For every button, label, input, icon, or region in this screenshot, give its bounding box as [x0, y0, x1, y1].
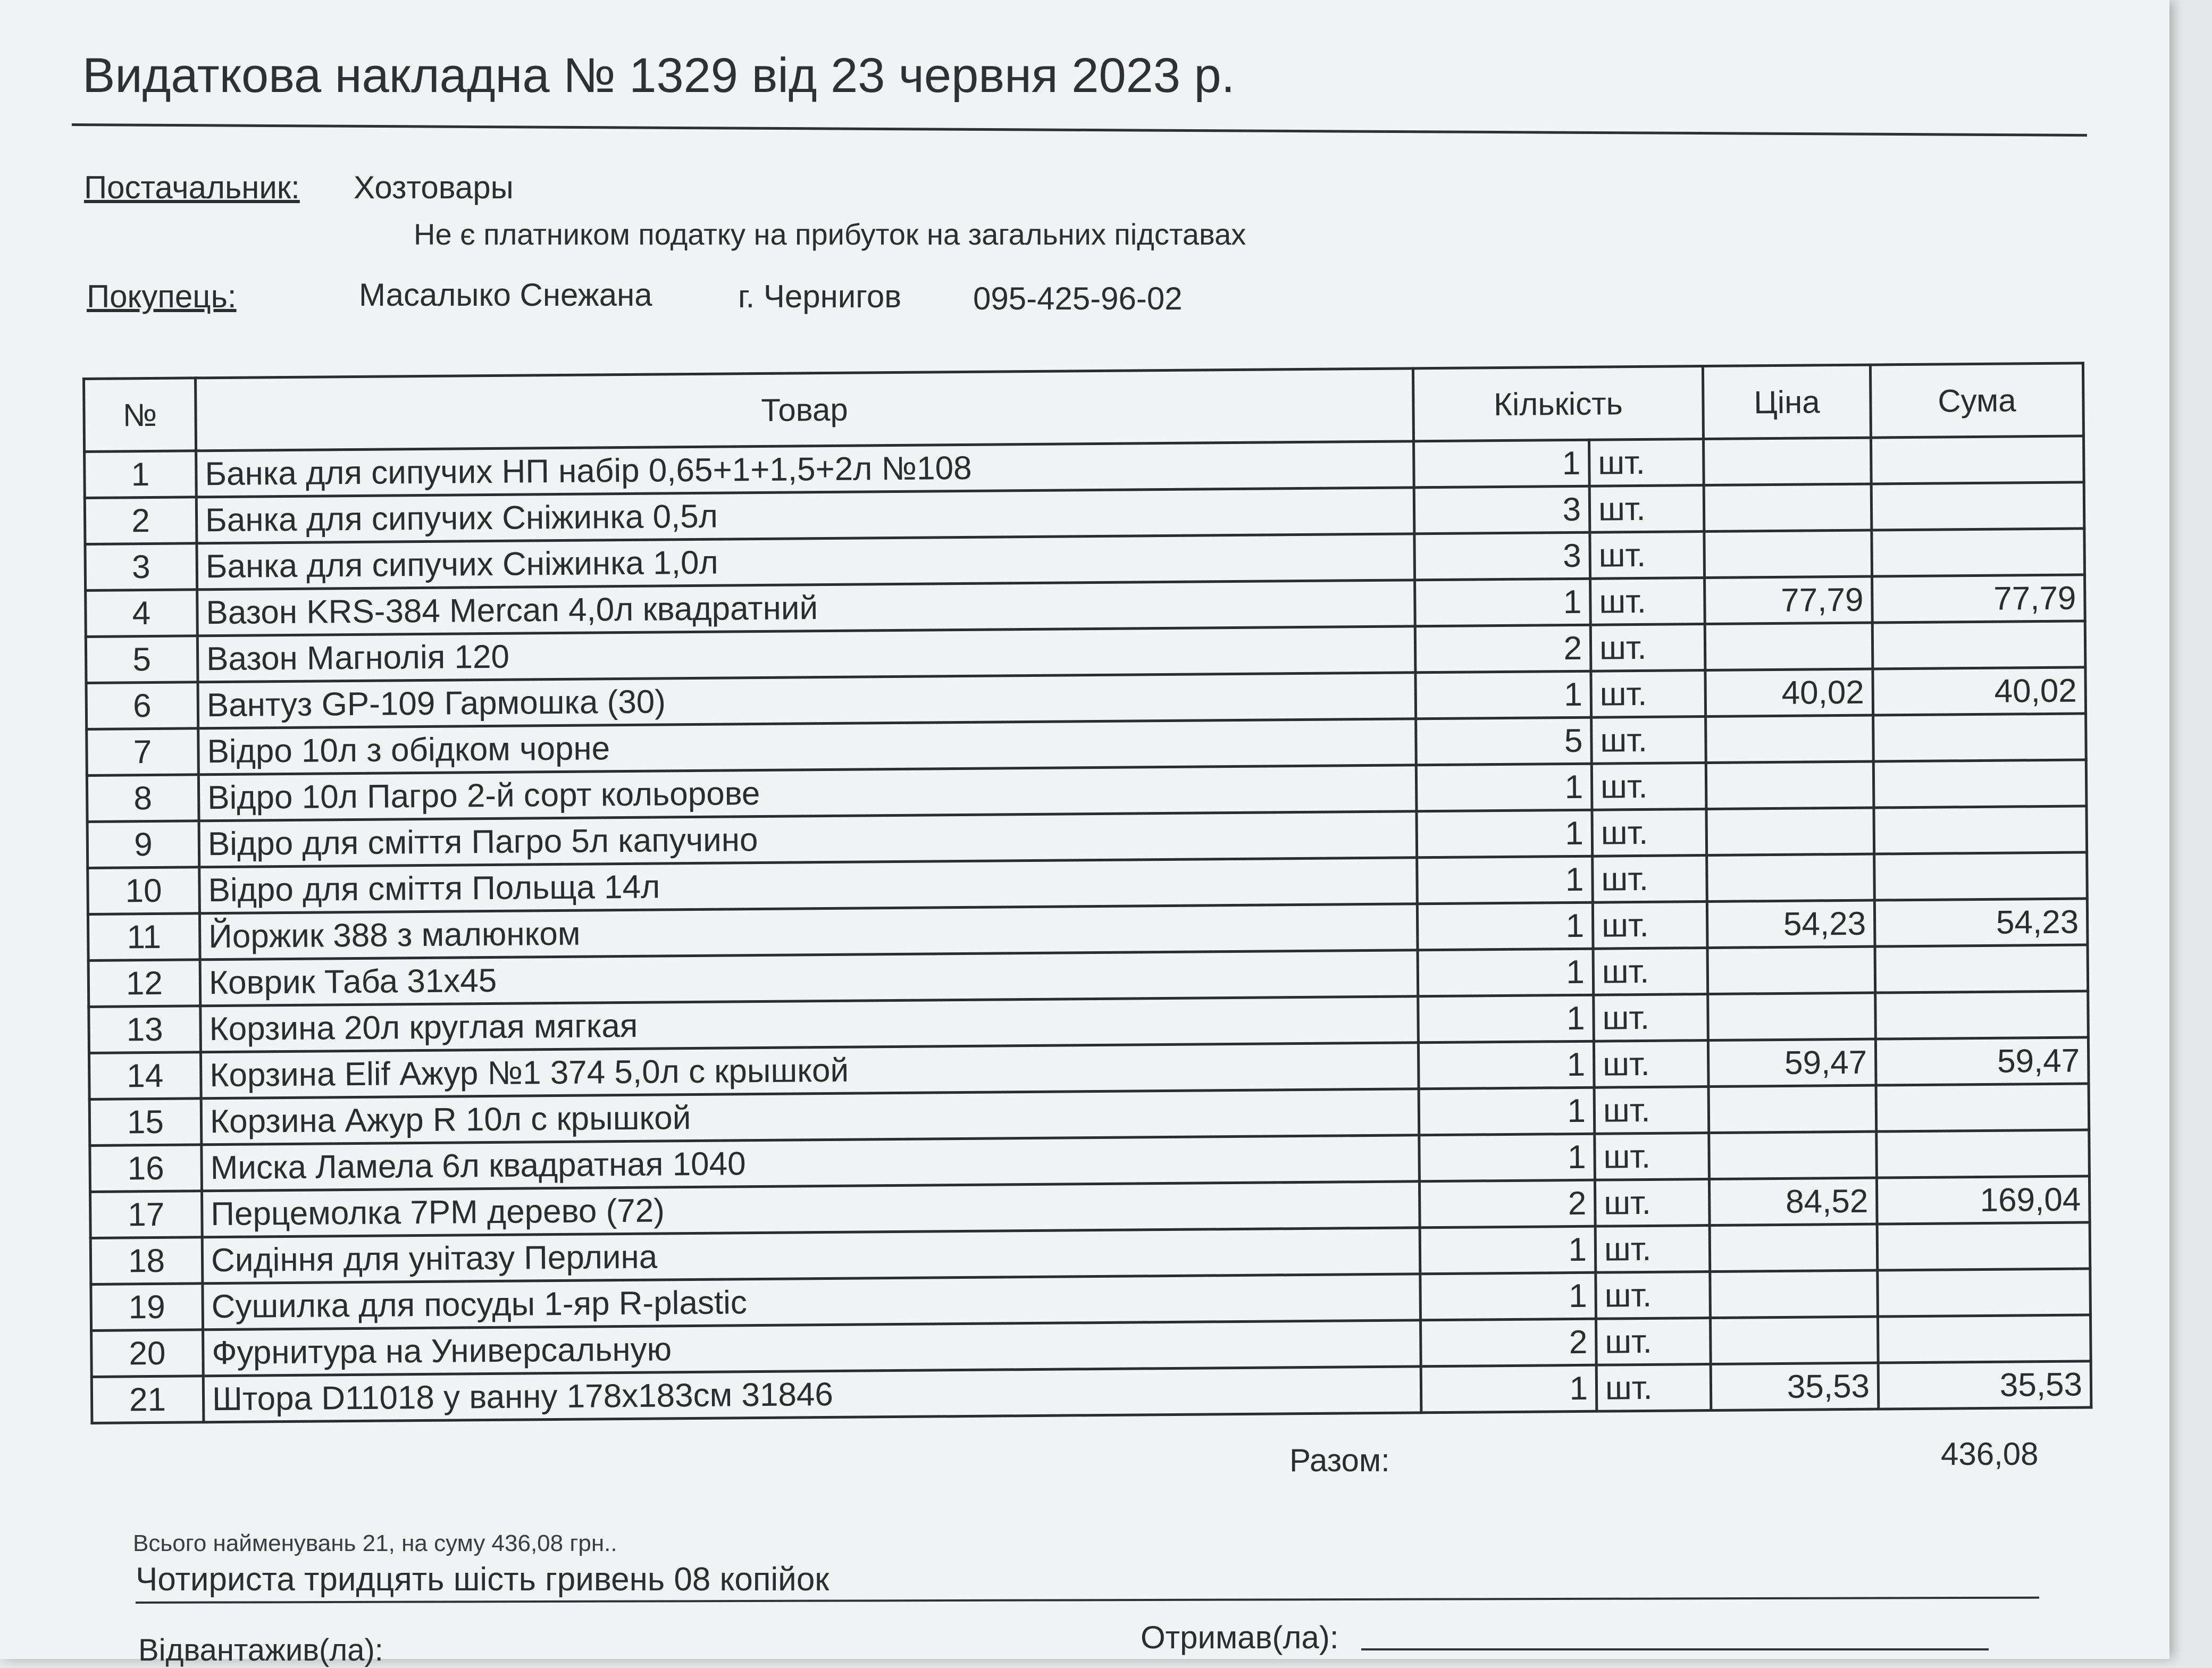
product-name: Корзина Ажур R 10л с крышкой — [201, 1089, 1419, 1145]
row-number: 12 — [88, 960, 200, 1007]
line-sum — [1878, 1315, 2091, 1363]
price — [1707, 946, 1875, 994]
quantity: 5 — [1416, 717, 1592, 765]
row-number: 3 — [85, 543, 197, 591]
line-sum — [1877, 1222, 2090, 1270]
unit: шт. — [1595, 1179, 1710, 1227]
quantity: 1 — [1421, 1365, 1597, 1413]
product-name: Вазон KRS-384 Mercan 4,0л квадратний — [197, 580, 1415, 636]
product-name: Вазон Магнолія 120 — [197, 626, 1415, 682]
row-number: 2 — [85, 497, 197, 544]
line-sum: 59,47 — [1875, 1037, 2089, 1085]
price — [1704, 530, 1872, 577]
line-sum — [1875, 945, 2088, 993]
row-number: 7 — [87, 728, 199, 776]
row-number: 20 — [91, 1330, 204, 1377]
unit: шт. — [1591, 670, 1706, 718]
price — [1709, 1131, 1877, 1179]
row-number: 10 — [88, 867, 200, 915]
price — [1705, 623, 1873, 670]
line-sum: 54,23 — [1874, 899, 2088, 946]
price — [1704, 484, 1872, 531]
unit: шт. — [1593, 948, 1708, 995]
quantity: 1 — [1415, 579, 1591, 626]
unit: шт. — [1596, 1318, 1711, 1365]
shipped-by-label: Відвантажив(ла): — [138, 1633, 383, 1667]
supplier-label: Постачальник: — [84, 170, 300, 205]
line-sum: 169,04 — [1876, 1176, 2090, 1224]
quantity: 2 — [1415, 625, 1591, 673]
buyer-label: Покупець: — [87, 279, 237, 314]
header-sum: Сума — [1870, 363, 2083, 438]
price — [1708, 993, 1876, 1040]
price — [1707, 854, 1875, 901]
product-name: Штора D11018 у ванну 178х183см 31846 — [203, 1367, 1421, 1422]
quantity: 1 — [1417, 902, 1593, 950]
product-name: Банка для сипучих Сніжинка 1,0л — [197, 534, 1415, 590]
received-by-label: Отримав(ла): — [1141, 1620, 1339, 1655]
unit: шт. — [1596, 1272, 1711, 1319]
row-number: 9 — [87, 821, 199, 868]
unit: шт. — [1595, 1226, 1710, 1273]
product-name: Сидіння для унітазу Перлина — [202, 1228, 1420, 1284]
quantity: 1 — [1415, 671, 1591, 719]
price — [1710, 1270, 1878, 1318]
price: 35,53 — [1711, 1363, 1879, 1410]
row-number: 13 — [89, 1006, 201, 1053]
line-sum — [1878, 1269, 2091, 1317]
invoice-title: Видаткова накладна № 1329 від 23 червня 2023 р. — [82, 48, 1235, 103]
price — [1704, 438, 1872, 485]
product-name: Йоржик 388 з малюнком — [199, 904, 1418, 960]
product-name: Відро 10л Пагро 2-й сорт кольорове — [198, 765, 1417, 821]
row-number: 6 — [86, 682, 198, 730]
quantity: 3 — [1414, 532, 1590, 580]
items-table — [82, 362, 2092, 1424]
row-number: 11 — [88, 913, 200, 961]
line-sum: 40,02 — [1873, 667, 2086, 715]
supplier-name: Хозтовары — [354, 170, 514, 205]
quantity: 1 — [1416, 764, 1592, 811]
received-signature-line — [1361, 1648, 1989, 1650]
unit: шт. — [1592, 809, 1707, 857]
unit: шт. — [1590, 578, 1705, 625]
quantity: 1 — [1420, 1226, 1596, 1274]
unit: шт. — [1589, 439, 1704, 487]
quantity: 1 — [1418, 995, 1594, 1043]
unit: шт. — [1590, 532, 1705, 579]
items-summary: Всього найменувань 21, на суму 436,08 грн.. — [133, 1530, 617, 1556]
product-name: Відро для сміття Пагро 5л капучино — [199, 811, 1417, 867]
amount-in-words: Чотириста тридцять шість гривень 08 копійок — [136, 1561, 830, 1598]
tax-note: Не є платником податку на прибуток на загальних підставах — [414, 217, 1246, 251]
line-sum — [1874, 806, 2087, 854]
price — [1706, 808, 1874, 855]
quantity: 1 — [1419, 1087, 1595, 1135]
total-label: Разом: — [1289, 1443, 1390, 1478]
row-number: 19 — [91, 1284, 203, 1331]
product-name: Відро 10л з обідком чорне — [198, 719, 1417, 775]
line-sum — [1875, 991, 2089, 1039]
price: 59,47 — [1708, 1039, 1876, 1086]
unit: шт. — [1591, 763, 1706, 810]
line-sum — [1872, 529, 2085, 576]
row-number: 18 — [90, 1237, 203, 1285]
row-number: 4 — [86, 590, 198, 637]
line-sum: 35,53 — [1878, 1361, 2091, 1409]
title-underline — [72, 123, 2087, 137]
product-name: Перцемолка 7PM дерево (72) — [202, 1181, 1420, 1237]
quantity: 2 — [1421, 1319, 1597, 1367]
row-number: 1 — [85, 451, 197, 498]
quantity: 1 — [1417, 856, 1593, 904]
unit: шт. — [1593, 856, 1707, 903]
buyer-name: Масалыко Снежана — [359, 277, 652, 313]
header-qty: Кількість — [1413, 366, 1703, 441]
header-price: Ціна — [1703, 365, 1871, 439]
total-value: 436,08 — [1941, 1436, 2039, 1472]
product-name: Коврик Таба 31х45 — [200, 950, 1418, 1006]
price — [1710, 1224, 1878, 1271]
quantity: 1 — [1417, 810, 1593, 858]
buyer-city: г. Чернигов — [738, 279, 902, 314]
price — [1708, 1085, 1876, 1133]
price — [1706, 761, 1874, 809]
price — [1710, 1317, 1878, 1364]
header-num: № — [84, 378, 196, 452]
buyer-phone: 095-425-96-02 — [973, 281, 1183, 316]
unit: шт. — [1589, 485, 1704, 533]
unit: шт. — [1594, 1087, 1709, 1134]
quantity: 1 — [1420, 1272, 1596, 1320]
line-sum — [1872, 621, 2085, 669]
line-sum: 77,79 — [1872, 575, 2085, 623]
unit: шт. — [1595, 1133, 1710, 1180]
product-name: Банка для сипучих НП набір 0,65+1+1,5+2л №108 — [196, 441, 1414, 497]
row-number: 8 — [87, 775, 199, 822]
product-name: Фурнитура на Универсальную — [203, 1320, 1421, 1376]
price — [1706, 715, 1874, 762]
line-sum — [1873, 760, 2087, 808]
row-number: 15 — [89, 1099, 202, 1146]
unit: шт. — [1596, 1364, 1711, 1412]
line-sum — [1871, 436, 2084, 484]
row-number: 16 — [90, 1145, 202, 1192]
price: 77,79 — [1705, 576, 1873, 624]
price: 40,02 — [1705, 669, 1873, 716]
line-sum — [1871, 482, 2084, 530]
quantity: 1 — [1414, 440, 1590, 488]
quantity: 3 — [1414, 486, 1590, 534]
product-name: Вантуз GP-109 Гармошка (30) — [198, 673, 1416, 728]
unit: шт. — [1590, 624, 1705, 672]
row-number: 17 — [90, 1191, 203, 1238]
row-number: 5 — [86, 636, 198, 683]
quantity: 1 — [1418, 949, 1594, 996]
product-name: Корзина Elif Ажур №1 374 5,0л с крышкой — [200, 1043, 1419, 1099]
quantity: 1 — [1419, 1134, 1595, 1181]
row-number: 14 — [89, 1052, 201, 1100]
row-number: 21 — [91, 1376, 204, 1423]
product-name: Банка для сипучих Сніжинка 0,5л — [196, 488, 1414, 543]
product-name: Корзина 20л круглая мягкая — [200, 996, 1419, 1052]
header-product: Товар — [196, 368, 1414, 451]
product-name: Миска Ламела 6л квадратная 1040 — [202, 1135, 1420, 1191]
unit: шт. — [1594, 1041, 1708, 1088]
quantity: 1 — [1418, 1041, 1594, 1089]
price: 54,23 — [1707, 900, 1875, 948]
product-name: Відро для сміття Польща 14л — [199, 858, 1418, 913]
product-name: Сушилка для посуды 1-яр R-plastic — [203, 1274, 1421, 1330]
line-sum — [1874, 852, 2088, 900]
unit: шт. — [1593, 902, 1707, 949]
price: 84,52 — [1709, 1178, 1877, 1225]
unit: шт. — [1591, 717, 1706, 764]
line-sum — [1876, 1130, 2090, 1178]
quantity: 2 — [1419, 1180, 1595, 1228]
line-sum — [1873, 714, 2087, 761]
line-sum — [1876, 1084, 2089, 1131]
unit: шт. — [1594, 994, 1708, 1042]
